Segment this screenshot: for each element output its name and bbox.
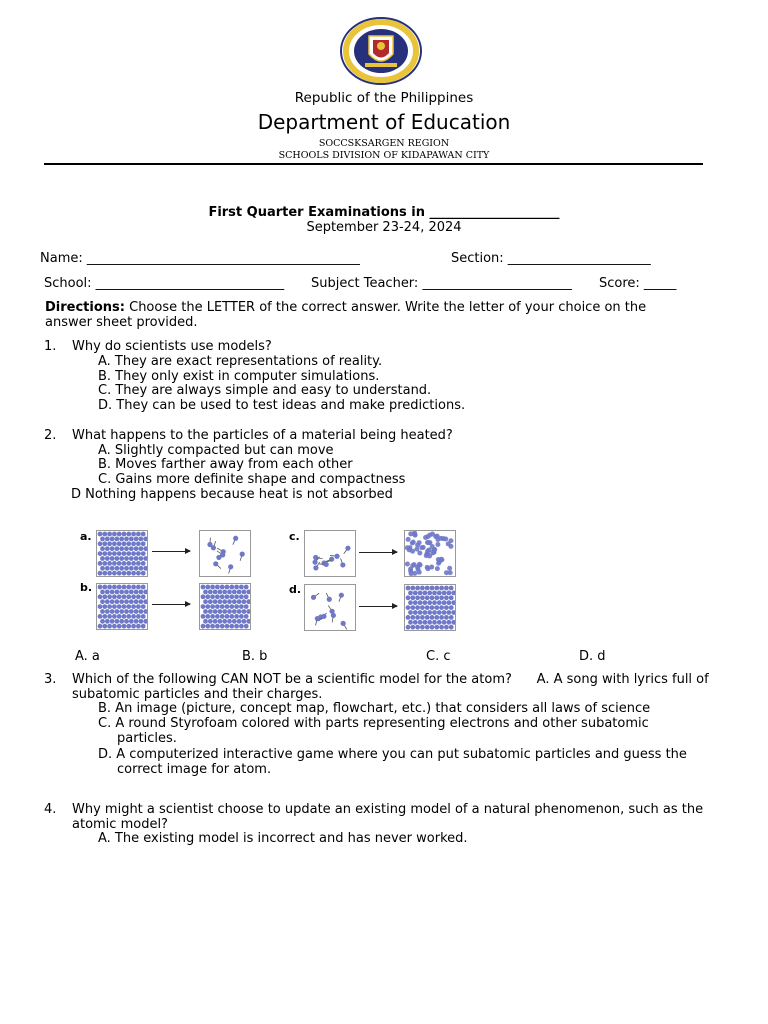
question-text: What happens to the particles of a material being heated? (72, 428, 453, 443)
solid-particles-a-before (96, 530, 148, 577)
school-field[interactable]: School: _____________________________ (44, 276, 285, 291)
option-a[interactable]: A. Slightly compacted but can move (98, 443, 334, 458)
question-text: Why do scientists use models? (72, 339, 272, 354)
exam-date: September 23-24, 2024 (306, 220, 462, 235)
directions-label: Directions: (45, 300, 125, 315)
figure-label-a: a. (80, 530, 92, 543)
choice-d[interactable]: D. d (579, 649, 606, 664)
gas-particles-d-before (304, 584, 356, 631)
particle-diagram (97, 584, 147, 629)
region-name: SOCCSKSARGEN REGION (318, 138, 450, 149)
gas-particles-c-before (304, 530, 356, 577)
liquid-particles-c-after (404, 530, 456, 577)
arrow-c (359, 552, 397, 553)
name-field[interactable]: Name: __________________________________________ (40, 251, 360, 266)
option-b[interactable]: B. They only exist in computer simulations. (98, 369, 380, 384)
deped-seal-logo (339, 16, 423, 86)
particle-diagram (405, 585, 455, 630)
choice-a[interactable]: A. a (75, 649, 100, 664)
particle-diagram (200, 531, 250, 576)
arrow-b (152, 604, 190, 605)
particle-diagram (97, 531, 147, 576)
question-text: Why might a scientist choose to update an existing model of a natural phenomenon, such as the atomic model? (72, 802, 704, 832)
gas-particles-a-after (199, 530, 251, 577)
option-b[interactable]: B. An image (picture, concept map, flowchart, etc.) that considers all laws of science (98, 701, 651, 716)
option-d[interactable]: D Nothing happens because heat is not absorbed (71, 487, 393, 502)
option-a[interactable]: A. The existing model is incorrect and has never worked. (98, 831, 468, 846)
question-number: 4. (44, 802, 57, 817)
country-name: Republic of the Philippines (294, 90, 474, 106)
figure-label-d: d. (289, 583, 302, 596)
solid-particles-d-after (404, 584, 456, 631)
division-name: SCHOOLS DIVISION OF KIDAPAWAN CITY (278, 150, 490, 161)
option-b[interactable]: B. Moves farther away from each other (98, 457, 353, 472)
option-c[interactable]: C. Gains more definite shape and compactness (98, 472, 406, 487)
directions (45, 300, 695, 330)
solid-particles-b-after (199, 583, 251, 630)
arrow-d (359, 606, 397, 607)
option-c[interactable]: C. A round Styrofoam colored with parts representing electrons and other subatomic particles. (98, 716, 649, 746)
particle-diagram (200, 584, 250, 629)
particle-diagram (305, 531, 355, 576)
header-divider (44, 163, 703, 165)
particle-diagram (405, 531, 455, 576)
question-number: 2. (44, 428, 57, 443)
option-d[interactable]: D. They can be used to test ideas and make predictions. (98, 398, 466, 413)
score-field[interactable]: Score: _____ (599, 276, 677, 291)
question-number: 3. (44, 672, 57, 687)
directions-text: Choose the LETTER of the correct answer. Write the letter of your choice on the answer sheet provided. (45, 300, 647, 330)
subject-teacher-field[interactable]: Subject Teacher: _______________________ (311, 276, 572, 291)
arrow-a (152, 551, 190, 552)
particle-diagram (305, 585, 355, 630)
question-number: 1. (44, 339, 57, 354)
figure-label-c: c. (289, 530, 300, 543)
question-text: Which of the following CAN NOT be a scientific model for the atom? A. A song with lyrics full of subatomic particles and their charges. (72, 672, 713, 702)
department-name: Department of Education (257, 110, 511, 134)
figure-label-b: b. (80, 581, 93, 594)
option-c[interactable]: C. They are always simple and easy to understand. (98, 383, 432, 398)
solid-particles-b-before (96, 583, 148, 630)
option-a[interactable]: A. They are exact representations of reality. (98, 354, 383, 369)
choice-c[interactable]: C. c (426, 649, 451, 664)
option-d[interactable]: D. A computerized interactive game where you can put subatomic particles and guess the correct image for atom. (98, 747, 687, 777)
exam-title: First Quarter Examinations in ____________________ (208, 205, 560, 220)
choice-b[interactable]: B. b (242, 649, 268, 664)
section-field[interactable]: Section: ______________________ (451, 251, 651, 266)
